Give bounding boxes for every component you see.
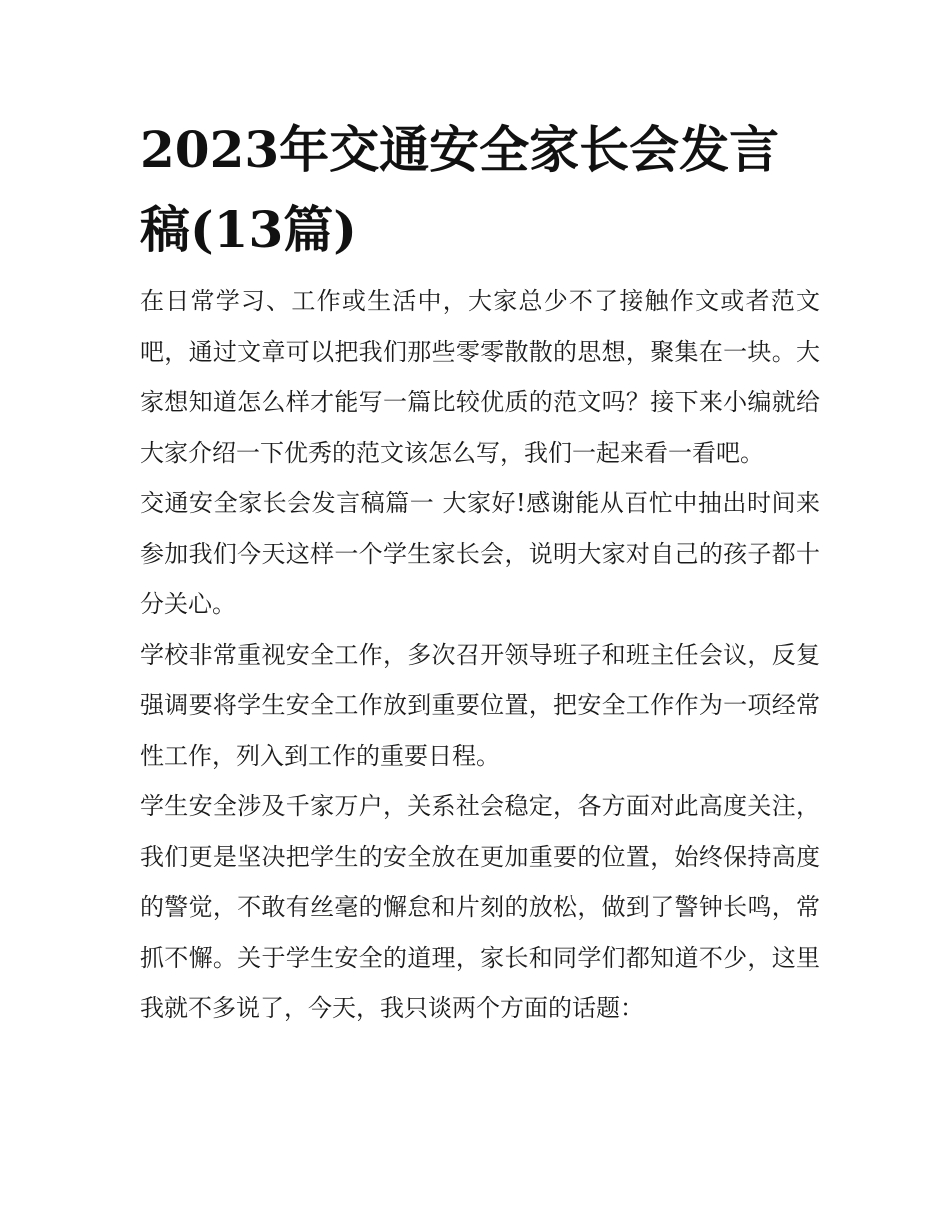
paragraph-school-emphasis: 学校非常重视安全工作，多次召开领导班子和班主任会议，反复强调要将学生安全工作放到重要位置，把安全工作作为一项经常性工作，列入到工作的重要日程。 xyxy=(140,640,820,770)
document-body xyxy=(140,276,820,1034)
paragraph-greeting: 交通安全家长会发言稿篇一 大家好!感谢能从百忙中抽出时间来参加我们今天这样一个学生家长会，说明大家对自己的孩子都十分关心。 xyxy=(140,489,820,618)
paragraph-student-safety: 学生安全涉及千家万户，关系社会稳定，各方面对此高度关注，我们更是坚决把学生的安全放在更加重要的位置，始终保持高度的警觉，不敢有丝毫的懈怠和片刻的放松，做到了警钟长鸣，常抓不懈。关于学生安全的道理，家长和同学们都知道不少，这里我就不多说了，今天，我只谈两个方面的话题： xyxy=(140,792,820,1022)
paragraph-intro: 在日常学习、工作或生活中，大家总少不了接触作文或者范文吧，通过文章可以把我们那些零零散散的思想，聚集在一块。大家想知道怎么样才能写一篇比较优质的范文吗？接下来小编就给大家介绍一下优秀的范文该怎么写，我们一起来看一看吧。 xyxy=(140,287,820,467)
document-title: 2023年交通安全家长会发言稿(13篇) xyxy=(140,120,780,259)
